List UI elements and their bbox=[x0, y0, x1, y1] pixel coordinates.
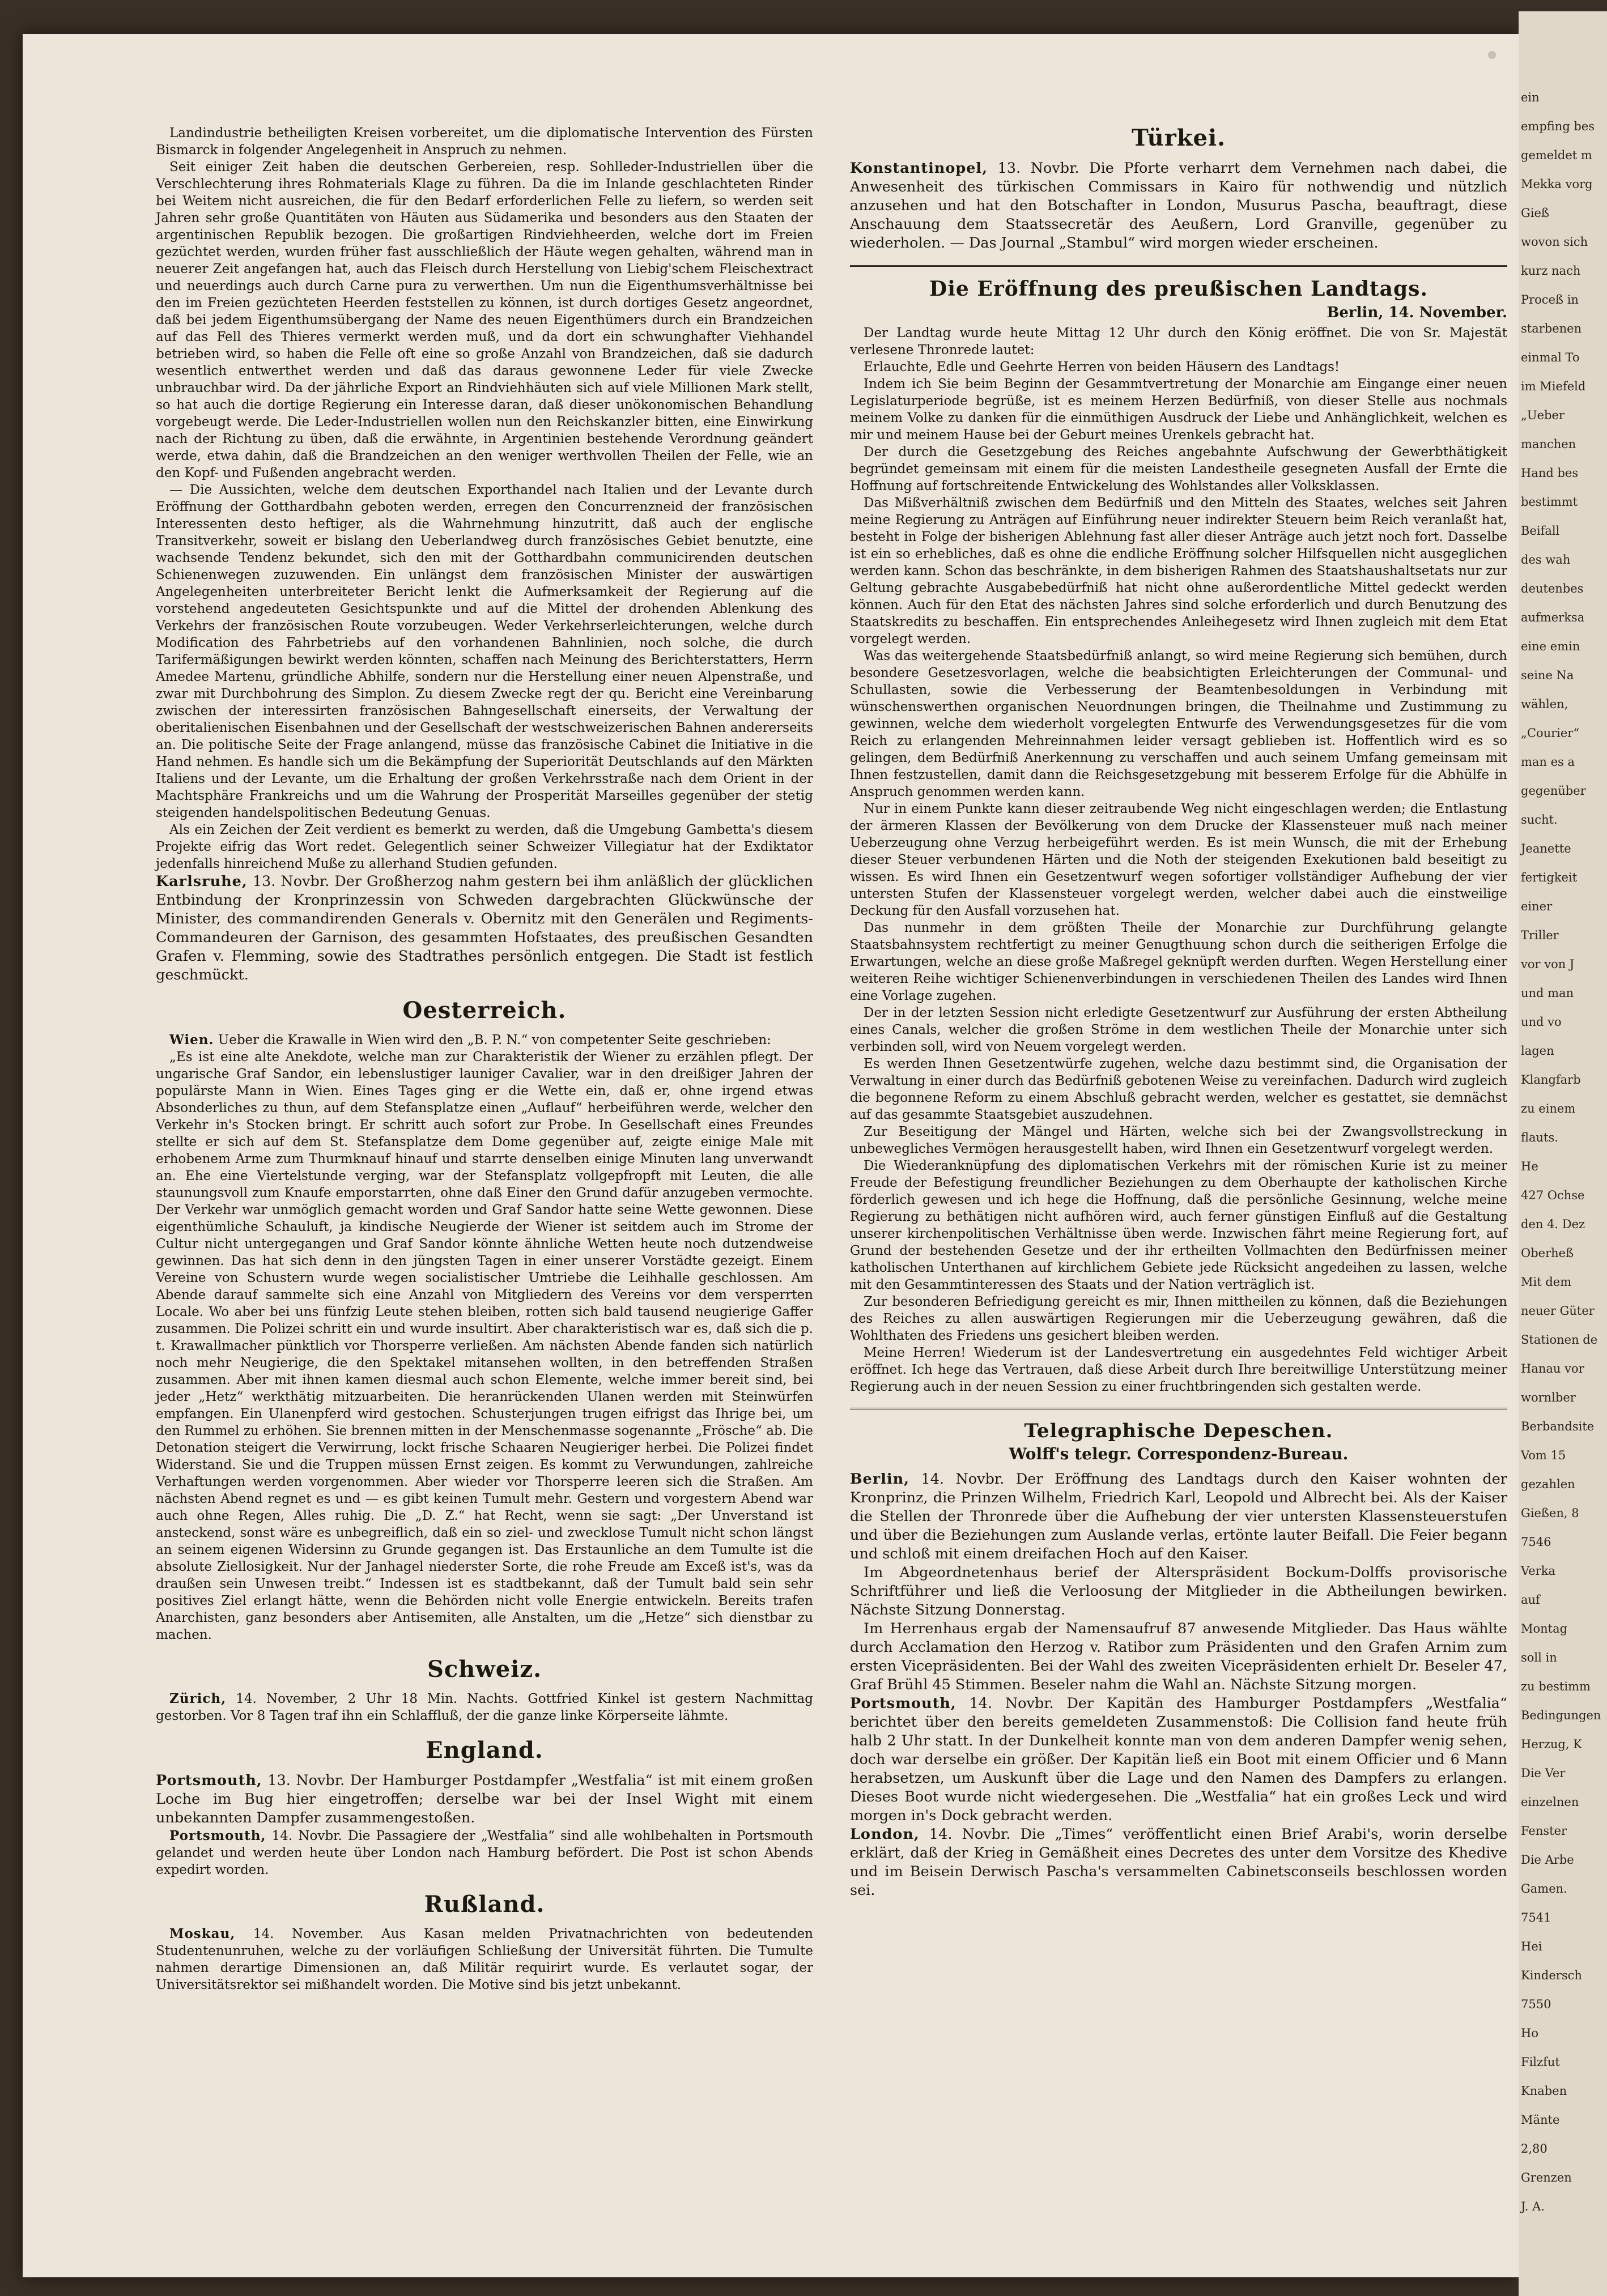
dateline-moskau: Moskau, bbox=[169, 1926, 236, 1941]
article-paragraph: Zur Beseitigung der Mängel und Härten, welche sich bei der Zwangsvollstreckung in unbewegliches Vermögen herausgestellt haben, wird Ihnen ein Gesetzentwurf vorgelegt werden. bbox=[850, 1124, 1507, 1156]
edge-text-fragment: „Ueber bbox=[1521, 408, 1565, 422]
edge-text-fragment: Montag bbox=[1521, 1622, 1568, 1635]
scan-dust-mark bbox=[1488, 51, 1496, 59]
section-subheading: Wolff's telegr. Correspondenz-Bureau. bbox=[1009, 1445, 1349, 1463]
edge-text-fragment: Mekka vorg bbox=[1521, 177, 1593, 191]
edge-text-fragment: Knaben bbox=[1521, 2084, 1567, 2098]
edge-text-fragment: Die Ver bbox=[1521, 1766, 1566, 1780]
edge-text-fragment: wornlber bbox=[1521, 1391, 1576, 1404]
edge-text-fragment: zu bestimm bbox=[1521, 1680, 1591, 1693]
section-divider bbox=[850, 265, 1507, 267]
news-text: Ueber die Krawalle in Wien wird den „B. P. N.“ von competenter Seite geschrieben: bbox=[218, 1033, 771, 1047]
section-heading-telegramme: Telegraphische Depeschen. bbox=[1024, 1420, 1333, 1442]
news-text: 13. Novbr. Der Großherzog nahm gestern bei ihm anläßlich der glücklichen Entbindung der Kronprinzessin von Schweden dargebrachten Glückwünsche der Minister, des commandirenden Generals v. Obernitz mit den Generälen und Regiments-Commandeuren der Garnison, des gesammten Hofstaates, des preußischen Gesandten Grafen v. Flemming, sowie des Stadtrathes persönlich entgegen. Die Stadt ist festlich geschmückt. bbox=[156, 873, 813, 983]
edge-text-fragment: 7550 bbox=[1521, 1997, 1551, 2011]
article-paragraph: „Es ist eine alte Anekdote, welche man zur Charakteristik der Wiener zu erzählen pflegt. Der ungarische Graf Sandor, ein lebenslustiger launiger Cavalier, war in den dreißiger Jahren der populärste Mann in Wien. Eines Tages ging er die Wette ein, daß er, ohne irgend etwas Absonderliches zu thun, auf dem Stefansplatze einen „Auflauf“ herbeiführen werde, welcher den Verkehr in's Stocken bringt. Er schritt auch sofort zur Probe. In Gesellschaft eines Freundes stellte er sich auf dem St. Stefansplatze dem Dome gegenüber auf, zeigte einige Male mit erhobenem Arme zum Thurmknauf hinauf und starrte denselben einige Minuten lang unverwandt an. Ehe eine Viertelstunde verging, war der Stefansplatz vollgepfropft mit Leuten, die alle staunungsvoll zum Knaufe emporstarrten, ohne daß Einer den Grund dafür anzugeben vermochte. Der Verkehr war unmöglich gemacht worden und Graf Sandor hatte seine Wette gewonnen. Diese eigenthümliche Schauluft, ja kindische Neugierde der Wiener ist seitdem auch im Strome der Cultur nicht untergegangen und Graf Sandor könnte ähnliche Wetten heute noch dutzendweise gewinnen. Das hat sich denn in den jüngsten Tagen in einer unserer Vorstädte gezeigt. Einem Vereine von Schustern wurde wegen socialistischer Umtriebe die Leihhalle geschlossen. Am Abende darauf sammelte sich eine Anzahl von Mitgliedern des Vereins vor dem versperrten Locale. Wo aber bei uns fünfzig Leute stehen bleiben, rotten sich bald tausend neugierige Gaffer zusammen. Die Polizei schritt ein und wurde insultirt. Aber charakteristisch war es, daß sich die p. t. Krawallmacher pünktlich vor Thorsperre verließen. Am nächsten Abende fanden sich natürlich noch mehr Neugierige, die den Spektakel mitansehen wollten, in den betreffenden Straßen zusammen. Aber mit ihnen kamen diesmal auch schon Elemente, welche immer bereit sind, bei jeder „Hetz“ werkthätig mitzuarbeiten. Die heranrückenden Ulanen werden mit Steinwürfen empfangen. Ein Ulanenpferd wird gestochen. Schusterjungen trugen eifrigst das Ihrige bei, um den Rummel zu erhöhen. Sie brennen mitten in der Menschenmasse sogenannte „Frösche“ ab. Die Detonation steigert die Verwirrung, lockt frische Schaaren Neugieriger herbei. Die Polizei findet Widerstand. Sie und die Truppen müssen Ernst zeigen. Es kommt zu Verwundungen, zahlreiche Verhaftungen werden vorgenommen. Aber wieder vor Thorsperre leeren sich die Straßen. Am nächsten Abend regnet es und — es gibt keinen Tumult mehr. Gestern und vorgestern Abend war auch ohne Regen, Alles ruhig. Die „D. Z.“ hat Recht, wenn sie sagt: „Der Unverstand ist ansteckend, sonst wäre es unbegreiflich, daß ein so ziel- und zwecklose Tumult nicht schon längst an seinem eigenen Widersinn zu Grunde gegangen ist. Das Erstaunliche an dem Tumulte ist die absolute Ziellosigkeit. Nur der Janhagel niederster Sorte, die rohe Freude am Exceß ist's, was da draußen sein Unwesen treibt.“ Indessen ist es stadtbekannt, daß der Tumult bald sein sehr positives Ziel erlangt hätte, wenn die Behörden nicht volle Energie entwickeln. Bereits trafen Anarchisten, ganz besonders aber Antisemiten, alle Anstalten, um die „Hetze“ sich dienstbar zu machen. bbox=[156, 1050, 813, 1642]
edge-text-fragment: einmal To bbox=[1521, 351, 1580, 364]
dateline-zuerich: Zürich, bbox=[169, 1691, 227, 1706]
news-item-konstantinopel bbox=[850, 159, 1507, 253]
article-paragraph: — Die Aussichten, welche dem deutschen Exporthandel nach Italien und der Levante durch Eröffnung der Gotthardbahn geboten werden, erregen den Concurrenzneid der französischen Interessenten desto heftiger, als die Wahrnehmung hinzutritt, daß auch der englische Transitverkehr, soweit er bislang den Ueberlandweg durch französisches Gebiet benutzte, eine wachsende Tendenz bekundet, sich den mit der Gotthardbahn communicirenden deutschen Schienenwegen zuzuwenden. Ein unlängst dem französischen Minister der auswärtigen Angelegenheiten unterbreiteter Bericht lenkt die Aufmerksamkeit der Regierung auf die vorstehend angedeuteten Gesichtspunkte und auf die Mittel der drohenden Ablenkung des Verkehrs der französischen Route vorzubeugen. Weder Verkehrserleichterungen, welche durch Modification des Fahrbetriebs auf den vorhandenen Bahnlinien, noch solche, die durch Tarifermäßigungen bewirkt werden könnten, schaffen nach Meinung des Berichterstatters, Herrn Amedee Martenu, gründliche Abhilfe, sondern nur die Herstellung einer neuen Alpenstraße, und zwar mit Durchbohrung des Simplon. Zu diesem Zwecke regt der qu. Bericht eine Vereinbarung zwischen der interessirten französischen Bahngesellschaft einerseits, der Verwaltung der oberitalienischen Eisenbahnen und der Gesellschaft der westschweizerischen Bahnen andererseits an. Die politische Seite der Frage anlangend, müsse das französische Cabinet die Initiative in die Hand nehmen. Es handle sich um die Bekämpfung der Superiorität Deutschlands auf den Märkten Italiens und der Levante, um die Erhaltung der großen Verkehrsstraße nach dem Orient in der Machtsphäre Frankreichs und um die Wahrung der Prosperität Marseilles gegenüber der stetig steigenden handelspolitischen Bedeutung Genuas. bbox=[156, 483, 813, 820]
news-text: 14. Novbr. Die „Times“ veröffentlicht einen Brief Arabi's, worin derselbe erklärt, daß der Krieg in Gemäßheit eines Decretes des unter dem Vorsitze des Khedive und im Beisein Derwisch Pascha's versammelten Cabinetsconseils beschlossen worden sei. bbox=[850, 1826, 1507, 1899]
edge-text-fragment: empfing bes bbox=[1521, 120, 1595, 133]
news-text: 13. Novbr. Der Hamburger Postdampfer „Westfalia“ ist mit einem großen Loche im Bug hier eingetroffen; derselbe war bei der Insel Wight mit einem unbekannten Dampfer zusammengestoßen. bbox=[156, 1772, 813, 1826]
edge-text-fragment: seine Na bbox=[1521, 668, 1574, 682]
news-text: 14. Novbr. Die Passagiere der „Westfalia“ sind alle wohlbehalten in Portsmouth gelandet und werden heute über London nach Hamburg befördert. Die Post ist schon Abends expedirt worden. bbox=[156, 1829, 814, 1877]
edge-text-fragment: gegenüber bbox=[1521, 784, 1586, 798]
edge-text-fragment: Jeanette bbox=[1521, 842, 1571, 855]
edge-text-fragment: soll in bbox=[1521, 1651, 1557, 1664]
edge-text-fragment: 427 Ochse bbox=[1521, 1189, 1585, 1202]
article-paragraph: Landindustrie betheiligten Kreisen vorbereitet, um die diplomatische Intervention des Fürsten Bismarck in folgender Angelegenheit in Anspruch zu nehmen. bbox=[156, 126, 813, 157]
edge-text-fragment: J. A. bbox=[1521, 2200, 1545, 2213]
dateline-portsmouth: Portsmouth, bbox=[156, 1772, 262, 1789]
news-text: 14. November. Aus Kasan melden Privatnachrichten von bedeutenden Studentenunruhen, welche zu der vorläufigen Schließung der Universität führten. Die Tumulte nahmen derartige Dimensionen an, daß Militär requirirt wurde. Es verlautet sogar, der Universitätsrektor sei mißhandelt worden. Die Motive sind bis jetzt unbekannt. bbox=[156, 1927, 813, 1992]
edge-text-fragment: neuer Güter bbox=[1521, 1304, 1595, 1318]
article-paragraph: Der durch die Gesetzgebung des Reiches angebahnte Aufschwung der Gewerbthätigkeit begründet gemeinsam mit einem für die meisten Landestheile gesegneten Ausfall der Ernte die Hoffnung auf fortschreitende Entwickelung des Wohlstandes aller Volksklassen. bbox=[850, 445, 1507, 493]
section-heading-russland: Rußland. bbox=[424, 1891, 545, 1918]
edge-text-fragment: einzelnen bbox=[1521, 1795, 1579, 1809]
edge-text-fragment: „Courier“ bbox=[1521, 726, 1580, 740]
edge-text-fragment: wählen, bbox=[1521, 697, 1568, 711]
edge-text-fragment: Klangfarb bbox=[1521, 1073, 1581, 1087]
edge-text-fragment: auf bbox=[1521, 1593, 1540, 1607]
edge-text-fragment: gemeldet m bbox=[1521, 148, 1592, 162]
news-item-portsmouth bbox=[156, 1828, 813, 1878]
edge-text-fragment: im Miefeld bbox=[1521, 380, 1586, 393]
news-item-portsmouth bbox=[850, 1694, 1507, 1825]
edge-text-fragment: eine emin bbox=[1521, 640, 1580, 653]
news-item-moskau bbox=[156, 1926, 813, 1993]
news-item-london bbox=[850, 1825, 1507, 1900]
edge-text-fragment: aufmerksa bbox=[1521, 611, 1585, 624]
article-paragraph: Das nunmehr in dem größten Theile der Monarchie zur Durchführung gelangte Staatsbahnsystem rechtfertigt zu meiner Genugthuung schon durch die seitherigen Erfolge die Erwartungen, welche an diese große Maßregel geknüpft werden durften. Wegen Herstellung einer weiteren Reihe wichtiger Schienenverbindungen in verschiedenen Theilen des Landes wird Ihnen eine Vorlage zugehen. bbox=[850, 921, 1507, 1003]
newspaper-page bbox=[23, 34, 1519, 2277]
edge-text-fragment: Gamen. bbox=[1521, 1882, 1567, 1895]
edge-text-fragment: manchen bbox=[1521, 437, 1576, 451]
edge-text-fragment: Kindersch bbox=[1521, 1969, 1582, 1982]
news-item-zuerich bbox=[156, 1690, 813, 1724]
edge-text-fragment: Stationen de bbox=[1521, 1333, 1598, 1347]
dateline-wien: Wien. bbox=[169, 1032, 214, 1047]
article-paragraph: Nur in einem Punkte kann dieser zeitraubende Weg nicht eingeschlagen werden; die Entlastung der ärmeren Klassen der Bevölkerung von dem Drucke der Klassensteuer muß nach meiner Ueberzeugung ohne Verzug herbeigeführt werden. Es ist mein Wunsch, die mit der Erhebung dieser Steuer verbundenen Härten und die Noth der steigenden Exekutionen bald beseitigt zu wissen. Es wird Ihnen ein Gesetzentwurf wegen sofortiger vollständiger Aufhebung der vier untersten Stufen der Klassensteuer vorgelegt werden, welcher dabei auch die einstweilige Deckung für den Ausfall vorzusehen hat. bbox=[850, 802, 1507, 918]
edge-text-fragment: deutenbes bbox=[1521, 582, 1584, 595]
edge-text-fragment: Fenster bbox=[1521, 1824, 1567, 1838]
edge-text-fragment: vor von J bbox=[1521, 957, 1575, 971]
edge-text-fragment: Berbandsite bbox=[1521, 1420, 1595, 1433]
adjacent-page-edge bbox=[1519, 11, 1607, 2296]
edge-text-fragment: bestimmt bbox=[1521, 495, 1578, 509]
article-paragraph: Im Herrenhaus ergab der Namensaufruf 87 anwesende Mitglieder. Das Haus wählte durch Acclamation den Herzog v. Ratibor zum Präsidenten und den Grafen Arnim zum ersten Vicepräsidenten. Bei der Wahl des zweiten Vicepräsidenten erhielt Dr. Beseler 47, Graf Brühl 45 Stimmen. Beseler nahm die Wahl an. Nächste Sitzung morgen. bbox=[850, 1620, 1507, 1693]
edge-text-fragment: Verka bbox=[1521, 1564, 1555, 1578]
news-item-karlsruhe bbox=[156, 872, 813, 985]
edge-text-fragment: flauts. bbox=[1521, 1131, 1558, 1144]
edge-text-fragment: einer bbox=[1521, 900, 1553, 913]
news-text: 14. Novbr. Der Kapitän des Hamburger Postdampfers „Westfalia“ berichtet über den bereits gemeldeten Zusammenstoß: Die Collision fand heute früh halb 2 Uhr statt. In der Dunkelheit konnte man von dem anderen Dampfer wenig sehen, doch war derselbe ein größer. Der Kapitän ließ ein Boot mit einem Officier und 6 Mann herabsetzen, um Auskunft über die Lage und den Namen des Dampfers zu erlangen. Dieses Boot wurde nicht wiedergesehen. Die „Westfalia“ hat ein großes Leck und wird morgen in's Dock gebracht werden. bbox=[850, 1695, 1507, 1824]
article-paragraph: Indem ich Sie beim Beginn der Gesammtvertretung der Monarchie am Eingange einer neuen Legislaturperiode begrüße, ist es meinem Herzen Bedürfniß, von dieser Stelle aus nochmals meinem Volke zu danken für die einmüthigen Ausdruck der Liebe und Anhänglichkeit, welchen es mir und meinem Hause bei der Geburt meines Urenkels gebracht hat. bbox=[850, 377, 1507, 442]
edge-text-fragment: Ho bbox=[1521, 2026, 1538, 2040]
dateline-karlsruhe: Karlsruhe, bbox=[156, 873, 248, 890]
dateline-london: London, bbox=[850, 1826, 920, 1843]
edge-text-fragment: Hanau vor bbox=[1521, 1362, 1584, 1375]
right-column bbox=[850, 125, 1507, 1900]
edge-text-fragment: und vo bbox=[1521, 1015, 1562, 1029]
news-text: 13. Novbr. Die Pforte verharrt dem Vernehmen nach dabei, die Anwesenheit des türkischen Commissars in Kairo für nothwendig und nützlich anzusehen und hat den Botschafter in London, Musurus Pascha, beauftragt, diese Anschauung dem Staatssecretär des Aeußern, Lord Granville, gegenüber zu wiederholen. — Das Journal „Stambul“ wird morgen wieder erscheinen. bbox=[850, 160, 1507, 252]
news-text: 14. Novbr. Der Eröffnung des Landtags durch den Kaiser wohnten der Kronprinz, die Prinzen Wilhelm, Friedrich Karl, Leopold und Albrecht bei. Als der Kaiser die Stellen der Thronrede über die Aufhebung der vier untersten Klassensteuerstufen und über die Beziehungen zum Auslande verlas, ertönte lauter Beifall. Die Feier begann und schloß mit einem dreifachen Hoch auf den Kaiser. bbox=[850, 1471, 1507, 1562]
edge-text-fragment: starbenen bbox=[1521, 322, 1582, 335]
edge-text-fragment: Gießen, 8 bbox=[1521, 1506, 1579, 1520]
edge-text-fragment: zu einem bbox=[1521, 1102, 1576, 1115]
edge-text-fragment: Grenzen bbox=[1521, 2171, 1572, 2184]
edge-text-fragment: man es a bbox=[1521, 755, 1575, 769]
dateline-konstantinopel: Konstantinopel, bbox=[850, 160, 988, 177]
edge-text-fragment: Proceß in bbox=[1521, 293, 1579, 306]
edge-text-fragment: fertigkeit bbox=[1521, 871, 1578, 884]
article-paragraph: Der in der letzten Session nicht erledigte Gesetzentwurf zur Ausführung der ersten Abtheilung eines Canals, welcher die großen Ströme in dem westlichen Theile der Monarchie unter sich verbinden soll, wird von Neuem vorgelegt werden. bbox=[850, 1006, 1507, 1054]
edge-text-fragment: 2,80 bbox=[1521, 2142, 1548, 2156]
edge-text-fragment: sucht. bbox=[1521, 813, 1558, 827]
article-paragraph: Meine Herren! Wiederum ist der Landesvertretung ein ausgedehntes Feld wichtiger Arbeit eröffnet. Ich hege das Vertrauen, daß diese Arbeit durch Ihre bereitwillige Unterstützung meiner Regierung auch in der neuen Session zu einer fruchtbringenden sich gestalten werde. bbox=[850, 1345, 1507, 1394]
edge-text-fragment: He bbox=[1521, 1160, 1538, 1173]
edge-text-fragment: gezahlen bbox=[1521, 1477, 1575, 1491]
article-paragraph: Seit einiger Zeit haben die deutschen Gerbereien, resp. Sohlleder-Industriellen über die Verschlechterung ihres Rohmaterials Klage zu führen. Da die im Inlande geschlachteten Rinder bei Weitem nicht ausreichen, die für den Bedarf erforderlichen Felle zu liefern, so werden seit Jahren sehr große Quantitäten von Häuten aus Südamerika und besonders aus den Staaten der argentinischen Republik bezogen. Die großartigen Rindviehheerden, welche dort im Freien gezüchtet werden, wurden früher fast ausschließlich der Häute wegen gehalten, während man in neuerer Zeit angefangen hat, auch das Fleisch durch Herstellung von Liebig'schem Fleischextract und neuerdings auch durch Carne pura zu verwerthen. Um nun die Eigenthumsverhältnisse bei den im Freien gezüchteten Heerden feststellen zu können, ist durch dortiges Gesetz angeordnet, daß bei jedem Eigenthumsübergang der Name des neuen Eigenthümers durch ein Brandzeichen auf das Fell des Thieres vermerkt werden muß, und da dort ein schwunghafter Viehhandel betrieben wird, so haben die Felle oft eine so große Anzahl von Brandzeichen, daß sie dadurch wesentlich entwerthet werden und daß das daraus gewonnene Leder für viele Zwecke unbrauchbar wird. Da der jährliche Export an Rindviehhäuten sich auf viele Millionen Mark stellt, so hat auch die dortige Regierung ein Interesse daran, daß dieser unökonomischen Behandlung vorgebeugt werde. Die Leder-Industriellen wollen nun den Reichskanzler bitten, eine Einwirkung nach der Richtung zu üben, daß die erwähnte, in Argentinien bestehende Verordnung geändert werde, etwa dahin, daß die Brandzeichen an den weniger werthvollen Theilen der Felle, wie an den Kopf- und Fußenden angebracht werden. bbox=[156, 160, 813, 480]
article-paragraph: Als ein Zeichen der Zeit verdient es bemerkt zu werden, daß die Umgebung Gambetta's diesem Projekte eifrig das Wort redet. Gelegentlich seiner Schweizer Villegiatur hat der Exdiktator jedenfalls hinreichend Muße zu allerhand Studien gefunden. bbox=[156, 823, 813, 871]
left-column bbox=[156, 125, 813, 1993]
article-paragraph: Die Wiederanknüpfung des diplomatischen Verkehrs mit der römischen Kurie ist zu meiner Freude der Befestigung freundlicher Beziehungen zu dem Oberhaupte der katholischen Kirche förderlich gewesen und ich hege die Hoffnung, daß die persönliche Gesinnung, welche meine Regierung zu bethätigen nicht aufhören wird, auch ferner günstigen Einfluß auf die Gestaltung unserer kirchenpolitischen Verhältnisse üben werde. Inzwischen fährt meine Regierung fort, auf Grund der bestehenden Gesetze und der ihr ertheilten Vollmachten den Bedürfnissen meiner katholischen Unterthanen auf kirchlichem Gebiete jede Rücksicht angedeihen zu lassen, welche mit den Gesammtinteressen des Staats und der Nation verträglich ist. bbox=[850, 1158, 1507, 1292]
edge-text-fragment: Hand bes bbox=[1521, 466, 1579, 480]
edge-text-fragment: wovon sich bbox=[1521, 235, 1588, 249]
news-item-portsmouth bbox=[156, 1771, 813, 1828]
edge-text-fragment: des wah bbox=[1521, 553, 1571, 566]
dateline-portsmouth: Portsmouth, bbox=[169, 1828, 266, 1843]
edge-text-fragment: ein bbox=[1521, 91, 1540, 104]
section-heading-schweiz: Schweiz. bbox=[427, 1656, 542, 1682]
edge-text-fragment: Die Arbe bbox=[1521, 1853, 1574, 1867]
section-divider bbox=[850, 1408, 1507, 1409]
article-paragraph: Im Abgeordnetenhaus berief der Alterspräsident Bockum-Dolffs provisorische Schriftführer und ließ die Verloosung der Mitglieder in die Abtheilungen bewirken. Nächste Sitzung Donnerstag. bbox=[850, 1564, 1507, 1618]
section-heading-landtag: Die Eröffnung des preußischen Landtags. bbox=[929, 277, 1428, 301]
article-paragraph: Erlauchte, Edle und Geehrte Herren von beiden Häusern des Landtags! bbox=[864, 360, 1340, 374]
edge-text-fragment: kurz nach bbox=[1521, 264, 1581, 278]
edge-text-fragment: Mänte bbox=[1521, 2113, 1560, 2127]
edge-text-fragment: Hei bbox=[1521, 1940, 1542, 1953]
dateline-portsmouth: Portsmouth, bbox=[850, 1695, 956, 1712]
edge-text-fragment: 7541 bbox=[1521, 1911, 1551, 1924]
article-paragraph: Es werden Ihnen Gesetzentwürfe zugehen, welche dazu bestimmt sind, die Organisation der Verwaltung in einer durch das Bedürfniß gebotenen Weise zu vereinfachen. Dadurch wird zugleich die begonnene Reform zu einem Abschluß gebracht werden, welcher es gestattet, sie demnächst auf das gesammte Staatsgebiet auszudehnen. bbox=[850, 1057, 1507, 1122]
edge-text-fragment: Beifall bbox=[1521, 524, 1560, 538]
section-heading-oesterreich: Oesterreich. bbox=[402, 997, 567, 1024]
edge-text-fragment: Vom 15 bbox=[1521, 1449, 1566, 1462]
article-paragraph: Der Landtag wurde heute Mittag 12 Uhr durch den König eröffnet. Die von Sr. Majestät verlesene Thronrede lautet: bbox=[850, 326, 1507, 357]
article-paragraph: Was das weitergehende Staatsbedürfniß anlangt, so wird meine Regierung sich bemühen, durch besondere Gesetzesvorlagen, welche die beabsichtigten Erleichterungen der Communal- und Schullasten, sowie die Verbesserung der Beamtenbesoldungen in Verbindung mit wünschenswerthen organischen Neuordnungen bringen, die Theilnahme und Zustimmung zu gewinnen, welche dem wiederholt vorgelegten Entwurfe des Verwendungsgesetzes für die vom Reich zu erlangenden Mehreinnahmen leider versagt geblieben ist. Hoffentlich wird es so gelingen, dem Bedürfniß Anerkennung zu verschaffen und auch seinem Umfang gemeinsam mit Ihnen festzustellen, damit dann die Reichsgesetzgebung mit besserem Erfolge für die Abhülfe in Anspruch genommen werden kann. bbox=[850, 649, 1507, 799]
edge-text-fragment: Herzug, K bbox=[1521, 1737, 1582, 1751]
dateline-berlin: Berlin, 14. November. bbox=[1327, 304, 1507, 321]
news-text: 14. November, 2 Uhr 18 Min. Nachts. Gottfried Kinkel ist gestern Nachmittag gestorben. Vor 8 Tagen traf ihn ein Schlaffluß, der die ganze linke Körperseite lähmte. bbox=[156, 1692, 813, 1723]
edge-text-fragment: Triller bbox=[1521, 928, 1559, 942]
article-paragraph: Zur besonderen Befriedigung gereicht es mir, Ihnen mittheilen zu können, daß die Beziehungen des Reiches zu allen auswärtigen Regierungen mir die Ueberzeugung gewähren, daß die Wohlthaten des Friedens uns gesichert bleiben werden. bbox=[850, 1294, 1507, 1343]
news-item-berlin bbox=[850, 1470, 1507, 1564]
edge-text-fragment: 7546 bbox=[1521, 1535, 1551, 1549]
edge-text-fragment: Bedingungen bbox=[1521, 1709, 1601, 1722]
edge-text-fragment: Filzfut bbox=[1521, 2055, 1560, 2069]
article-paragraph: Das Mißverhältniß zwischen dem Bedürfniß und den Mitteln des Staates, welches seit Jahren meine Regierung zu Anträgen auf Einführung neuer indirekter Steuern beim Reich veranlaßt hat, besteht in Folge der bisherigen Ablehnung fast aller dieser Anträge auch jetzt noch fort. Dasselbe ist ein so erhebliches, daß es ohne die endliche Eröffnung solcher Hilfsquellen nicht ausgeglichen werden kann. Schon das beschränkte, in dem bisherigen Rahmen des Staatshaushaltsetats nur zur Geltung gebrachte Ausgabebedürfniß hat nicht ohne außerordentliche Mittel gedeckt werden können. Auch für den Etat des nächsten Jahres sind solche erforderlich und durch Benutzung des Staatskredits zu beschaffen. Ein entsprechendes Anleihegesetz wird Ihnen zugleich mit dem Etat vorgelegt werden. bbox=[850, 496, 1507, 646]
edge-text-fragment: Gieß bbox=[1521, 206, 1549, 220]
edge-text-fragment: den 4. Dez bbox=[1521, 1217, 1585, 1231]
edge-text-fragment: Oberheß bbox=[1521, 1246, 1574, 1260]
section-heading-tuerkei: Türkei. bbox=[1131, 125, 1226, 151]
dateline-berlin: Berlin, bbox=[850, 1471, 910, 1488]
news-item-wien bbox=[156, 1032, 813, 1049]
section-heading-england: England. bbox=[426, 1737, 543, 1763]
edge-text-fragment: Mit dem bbox=[1521, 1275, 1572, 1289]
edge-text-fragment: und man bbox=[1521, 986, 1574, 1000]
edge-text-fragment: lagen bbox=[1521, 1044, 1554, 1058]
